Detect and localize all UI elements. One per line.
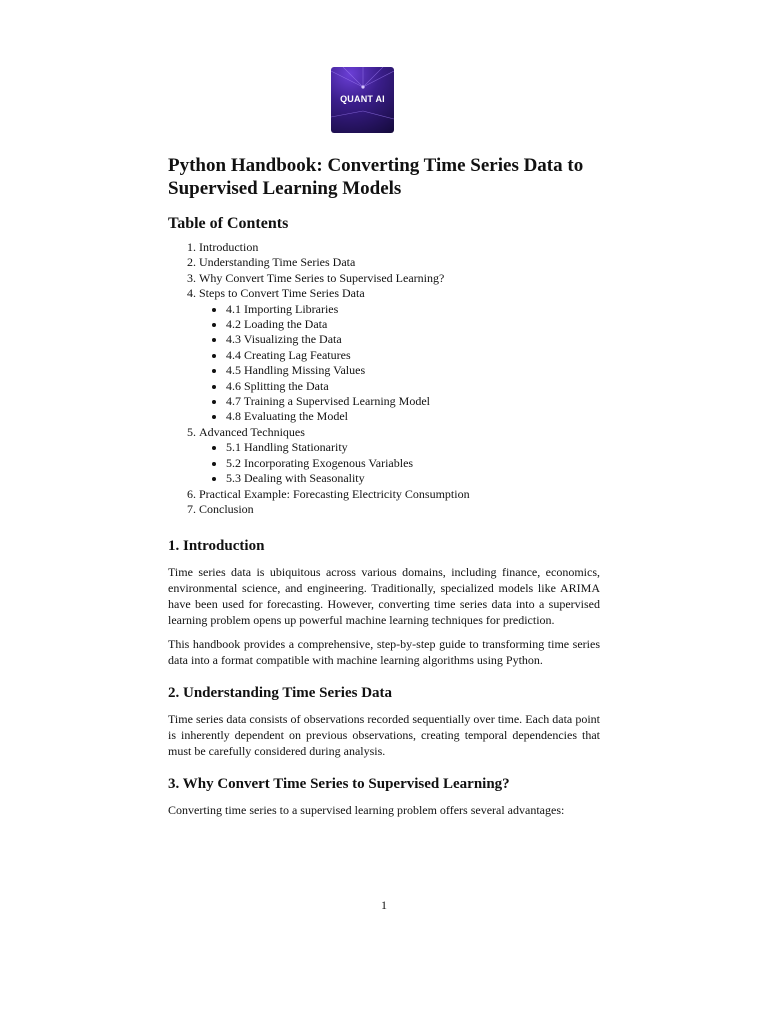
toc-item-steps[interactable]	[199, 286, 600, 425]
toc-item-label: Conclusion	[199, 501, 254, 516]
paragraph: Time series data is ubiquitous across various domains, including finance, economics, environmental science, and engineering. Traditionally, specialized models like ARIMA have been used for forecasting. However, converting time series data into a supervised learning problem opens up powerful machine learning techniques for prediction.	[168, 565, 600, 628]
section-heading-introduction: 1. Introduction	[168, 538, 265, 555]
toc-item-advanced[interactable]	[199, 425, 600, 487]
section-heading-why-convert: 3. Why Convert Time Series to Supervised Learning?	[168, 776, 510, 793]
toc-item-label: Why Convert Time Series to Supervised Learning?	[199, 270, 445, 285]
toc-item-practical-example[interactable]	[199, 487, 600, 502]
table-of-contents	[168, 240, 600, 517]
toc-sublist-steps	[199, 302, 600, 425]
toc-subitem[interactable]: • 4.6 Splitting the Data	[226, 379, 600, 394]
toc-item-label: Practical Example: Forecasting Electricity Consumption	[199, 486, 470, 501]
toc-subitem[interactable]: • 4.5 Handling Missing Values	[226, 363, 600, 378]
paragraph: Time series data consists of observations recorded sequentially over time. Each data point is inherently dependent on previous observations, creating temporal dependencies that must be carefully considered during analysis.	[168, 712, 600, 759]
toc-subitem[interactable]: • 4.8 Evaluating the Model	[226, 409, 600, 424]
document-title: Python Handbook: Converting Time Series Data to Supervised Learning Models	[168, 155, 584, 199]
toc-item-label: Understanding Time Series Data	[199, 255, 356, 270]
toc-item-label: Steps to Convert Time Series Data	[199, 286, 365, 301]
toc-item-introduction[interactable]	[199, 240, 600, 255]
toc-subitem[interactable]: • 4.2 Loading the Data	[226, 317, 600, 332]
toc-sublist-advanced	[199, 440, 600, 486]
toc-heading: Table of Contents	[168, 215, 289, 232]
toc-item-label: Advanced Techniques	[199, 424, 305, 439]
toc-subitem[interactable]: • 4.3 Visualizing the Data	[226, 332, 600, 347]
toc-subitem[interactable]: • 5.1 Handling Stationarity	[226, 440, 600, 455]
section-heading-understanding: 2. Understanding Time Series Data	[168, 685, 393, 702]
toc-subitem[interactable]: • 5.2 Incorporating Exogenous Variables	[226, 456, 600, 471]
quant-ai-logo	[331, 67, 394, 133]
toc-subitem[interactable]: • 4.7 Training a Supervised Learning Model	[226, 394, 600, 409]
toc-item-why-convert[interactable]	[199, 271, 600, 286]
page-number: 1	[381, 898, 387, 912]
toc-subitem[interactable]: • 4.4 Creating Lag Features	[226, 348, 600, 363]
toc-item-conclusion[interactable]	[199, 502, 600, 517]
toc-item-understanding[interactable]	[199, 255, 600, 270]
paragraph: Converting time series to a supervised learning problem offers several advantages:	[168, 803, 565, 818]
toc-subitem[interactable]: • 4.1 Importing Libraries	[226, 302, 600, 317]
toc-subitem[interactable]: • 5.3 Dealing with Seasonality	[226, 471, 600, 486]
logo-text: QUANT AI	[340, 94, 385, 104]
paragraph: This handbook provides a comprehensive, step-by-step guide to transforming time series data into a format compatible with machine learning algorithms using Python.	[168, 637, 600, 668]
main-content	[168, 154, 600, 826]
toc-item-label: Introduction	[199, 240, 259, 254]
